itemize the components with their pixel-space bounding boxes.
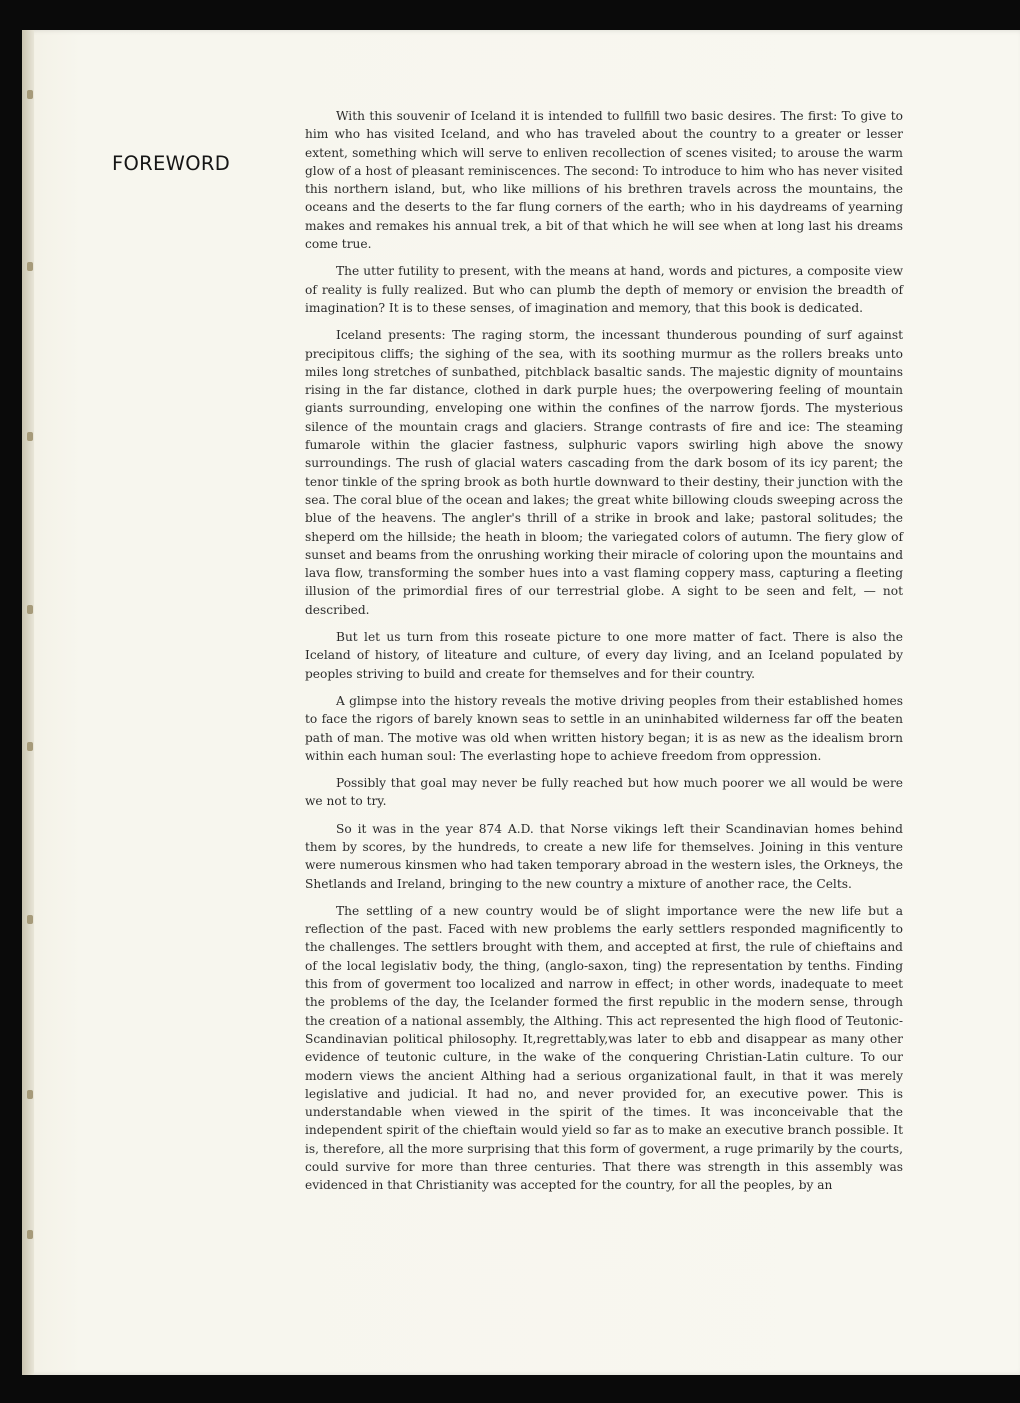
- paragraph: The settling of a new country would be of slight importance were the new life but a reflection of the past. Faced with new problems the early settlers responded magnificently to the challenges. The settlers brought with them, and accepted at first, the rule of chieftains and of the local legislativ body, the thing, (anglo-saxon, ting) the representation by tenths. Finding this from of goverment too localized and narrow in effect; in other words, inadequate to meet the problems of the day, the Icelander formed the first republic in the modern sense, through the creation of a national assembly, the Althing. This act represented the high flood of Teutonic-Scandinavian political philosophy. It,regrettably,was later to ebb and disappear as many other evidence of teutonic culture, in the wake of the conquering Christian-Latin culture. To our modern views the ancient Althing had a serious organizational fault, in that it was merely legislative and judicial. It had no, and never provided for, an executive power. This is understandable when viewed in the spirit of the times. It was inconceivable that the independent spirit of the chieftain would yield so far as to make an executive branch possible. It is, therefore, all the more surprising that this form of goverment, a ruge primarily by the courts, could survive for more than three centuries. That there was strength in this assembly was evidenced in that Christianity was accepted for the country, for all the peoples, by an: [305, 903, 903, 1193]
- paragraph: But let us turn from this roseate picture to one more matter of fact. There is also the Iceland of history, of liteature and culture, of every day living, and an Iceland populated by peoples striving to build and create for themselves and for their country.: [305, 630, 903, 681]
- binding-stitch: [27, 432, 33, 441]
- paragraph: A glimpse into the history reveals the motive driving peoples from their established homes to face the rigors of barely known seas to settle in an uninhabited wilderness far off the beaten path of man. The motive was old when written history began; it is as new as the idealism brorn within each human soul: The everlasting hope to achieve freedom from oppression.: [305, 693, 903, 763]
- binding-stitch: [27, 262, 33, 271]
- paragraph: The utter futility to present, with the means at hand, words and pictures, a composite view of reality is fully realized. But who can plumb the depth of memory or envision the breadth of imagination? It is to these senses, of imagination and memory, that this book is dedicated.: [305, 264, 903, 315]
- paragraph: So it was in the year 874 A.D. that Norse vikings left their Scandinavian homes behind them by scores, by the hundreds, to create a new life for themselves. Joining in this venture were numerous kinsmen who had taken temporary abroad in the western isles, the Orkneys, the Shetlands and Ireland, bringing to the new country a mixture of another race, the Celts.: [305, 821, 903, 891]
- binding-stitch: [27, 742, 33, 751]
- book-page: [22, 30, 1020, 1375]
- binding-stitch: [27, 915, 33, 924]
- binding-stitch: [27, 1230, 33, 1239]
- paragraph: Possibly that goal may never be fully reached but how much poorer we all would be were we not to try.: [305, 776, 903, 809]
- paragraph: Iceland presents: The raging storm, the incessant thunderous pounding of surf against precipitous cliffs; the sighing of the sea, with its soothing murmur as the rollers breaks unto miles long stretches of sunbathed, pitchblack basaltic sands. The majestic dignity of mountains rising in the far distance, clothed in dark purple hues; the overpowering feeling of mountain giants surrounding, enveloping one within the confines of the narrow fjords. The mysterious silence of the mountain crags and glaciers. Strange contrasts of fire and ice: The steaming fumarole within the glacier fastness, sulphuric vapors swirling high above the snowy surroundings. The rush of glacial waters cascading from the dark bosom of its icy parent; the tenor tinkle of the spring brook as both hurtle downward to their destiny, their junction with the sea. The coral blue of the ocean and lakes; the great white billowing clouds sweeping across the blue of the heavens. The angler's thrill of a strike in brook and lake; pastoral solitudes; the sheperd om the hillside; the heath in bloom; the variegated colors of autumn. The fiery glow of sunset and beams from the onrushing working their miracle of coloring upon the mountains and lava flow, transforming the somber hues into a vast flaming coppery mass, capturing a fleeting illusion of the primordial fires of our terrestrial globe. A sight to be seen and felt, — not described.: [305, 328, 903, 617]
- binding-stitch: [27, 605, 33, 614]
- paragraph: With this souvenir of Iceland it is intended to fullfill two basic desires. The first: To give to him who has visited Iceland, and who has traveled about the country to a greater or lesser extent, something which will serve to enliven recollection of scenes visited; to arouse the warm glow of a host of pleasant reminiscences. The second: To introduce to him who has never visited this northern island, but, who like millions of his brethren travels across the mountains, the oceans and the deserts to the far flung corners of the earth; who in his daydreams of yearning makes and remakes his annual trek, a bit of that which he will see when at long last his dreams come true.: [305, 109, 903, 252]
- page-title: FOREWORD: [112, 152, 231, 175]
- foreword-body: [305, 107, 903, 1204]
- book-binding: [22, 30, 34, 1375]
- binding-stitch: [27, 90, 33, 99]
- binding-stitch: [27, 1090, 33, 1099]
